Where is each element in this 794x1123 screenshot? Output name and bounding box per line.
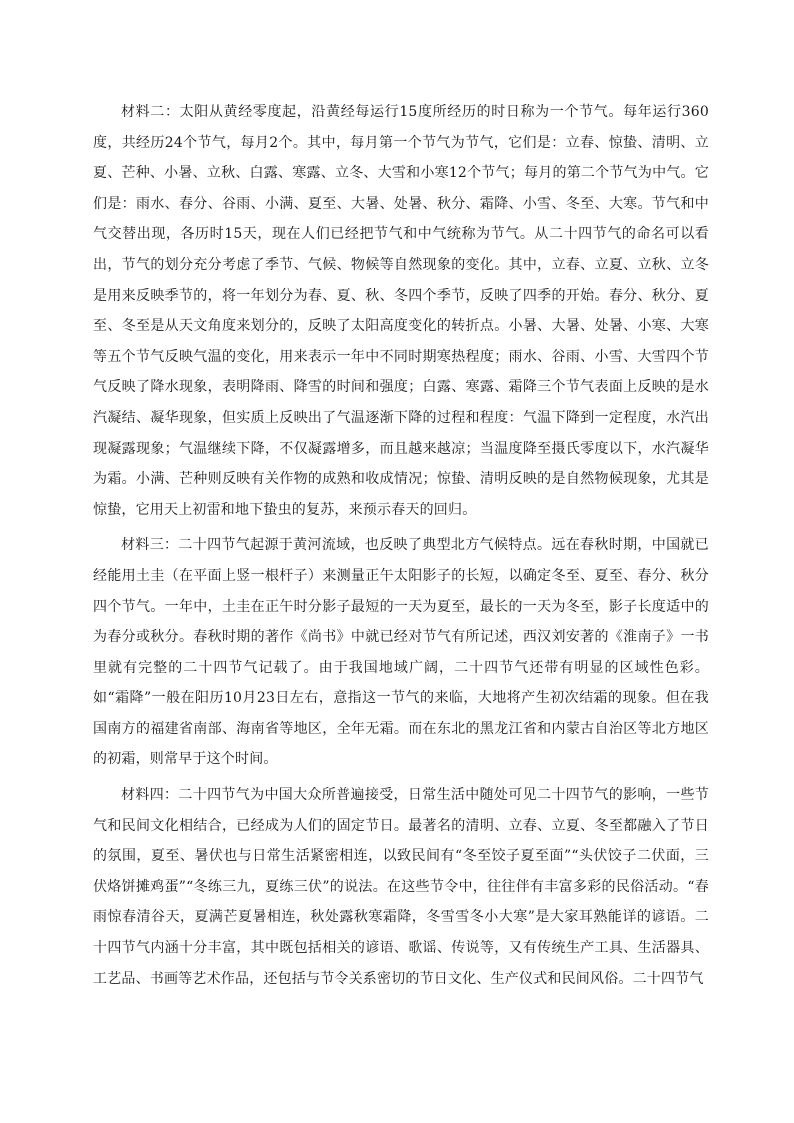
paragraph-material-4: 材料四：二十四节气为中国大众所普遍接受，日常生活中随处可见二十四节气的影响，一些节气和民间文化相结合，已经成为人们的固定节日。最著名的清明、立春、立夏、冬至都融入了节日的氛围，夏至、暑伏也与日常生活紧密相连，以致民间有“冬至饺子夏至面”“头伏饺子二伏面，三伏烙饼摊鸡蛋”“冬练三九，夏练三伏”的说法。在这些节令中，往往伴有丰富多彩的民俗活动。“春雨惊春清谷天，夏满芒夏暑相连，秋处露秋寒霜降，冬雪雪冬小大寒”是大家耳熟能详的谚语。二十四节气内涵十分丰富，其中既包括相关的谚语、歌谣、传说等，又有传统生产工具、生活器具、工艺品、书画等艺术作品，还包括与节令关系密切的节日文化、生产仪式和民间风俗。二十四节气	[93, 787, 709, 987]
paragraph-material-2: 材料二：太阳从黄经零度起，沿黄经每运行15度所经历的时日称为一个节气。每年运行360度，共经历24个节气，每月2个。其中，每月第一个节气为节气，它们是：立春、惊蛰、清明、立夏、芒种、小暑、立秋、白露、寒露、立冬、大雪和小寒12个节气；每月的第二个节气为中气。它们是：雨水、春分、谷雨、小满、夏至、大暑、处暑、秋分、霜降、小雪、冬至、大寒。节气和中气交替出现，各历时15天，现在人们已经把节气和中气统称为节气。从二十四节气的命名可以看出，节气的划分充分考虑了季节、气候、物候等自然现象的变化。其中，立春、立夏、立秋、立冬是用来反映季节的，将一年划分为春、夏、秋、冬四个季节，反映了四季的开始。春分、秋分、夏至、冬至是从天文角度来划分的，反映了太阳高度变化的转折点。小暑、大暑、处暑、小寒、大寒等五个节气反映气温的变化，用来表示一年中不同时期寒热程度；雨水、谷雨、小雪、大雪四个节气反映了降水现象，表明降雨、降雪的时间和强度；白露、寒露、霜降三个节气表面上反映的是水汽凝结、凝华现象，但实质上反映出了气温逐渐下降的过程和程度：气温下降到一定程度，水汽出现凝露现象；气温继续下降，不仅凝露增多，而且越来越凉；当温度降至摄氏零度以下，水汽凝华为霜。小满、芒种则反映有关作物的成熟和收成情况；惊蛰、清明反映的是自然物候现象，尤其是惊蛰，它用天上初雷和地下蛰虫的复苏，来预示春天的回归。	[93, 104, 709, 518]
document-body	[93, 97, 709, 994]
paragraph-material-3: 材料三：二十四节气起源于黄河流域，也反映了典型北方气候特点。远在春秋时期，中国就已经能用土圭（在平面上竖一根杆子）来测量正午太阳影子的长短，以确定冬至、夏至、春分、秋分四个节气。一年中，土圭在正午时分影子最短的一天为夏至，最长的一天为冬至，影子长度适中的为春分或秋分。春秋时期的著作《尚书》中就已经对节气有所记述，西汉刘安著的《淮南子》一书里就有完整的二十四节气记载了。由于我国地域广阔，二十四节气还带有明显的区域性色彩。如“霜降”一般在阳历10月23日左右，意指这一节气的来临，大地将产生初次结霜的现象。但在我国南方的福建省南部、海南省等地区，全年无霜。而在东北的黑龙江省和内蒙古自治区等北方地区的初霜，则常早于这个时间。	[93, 537, 709, 768]
